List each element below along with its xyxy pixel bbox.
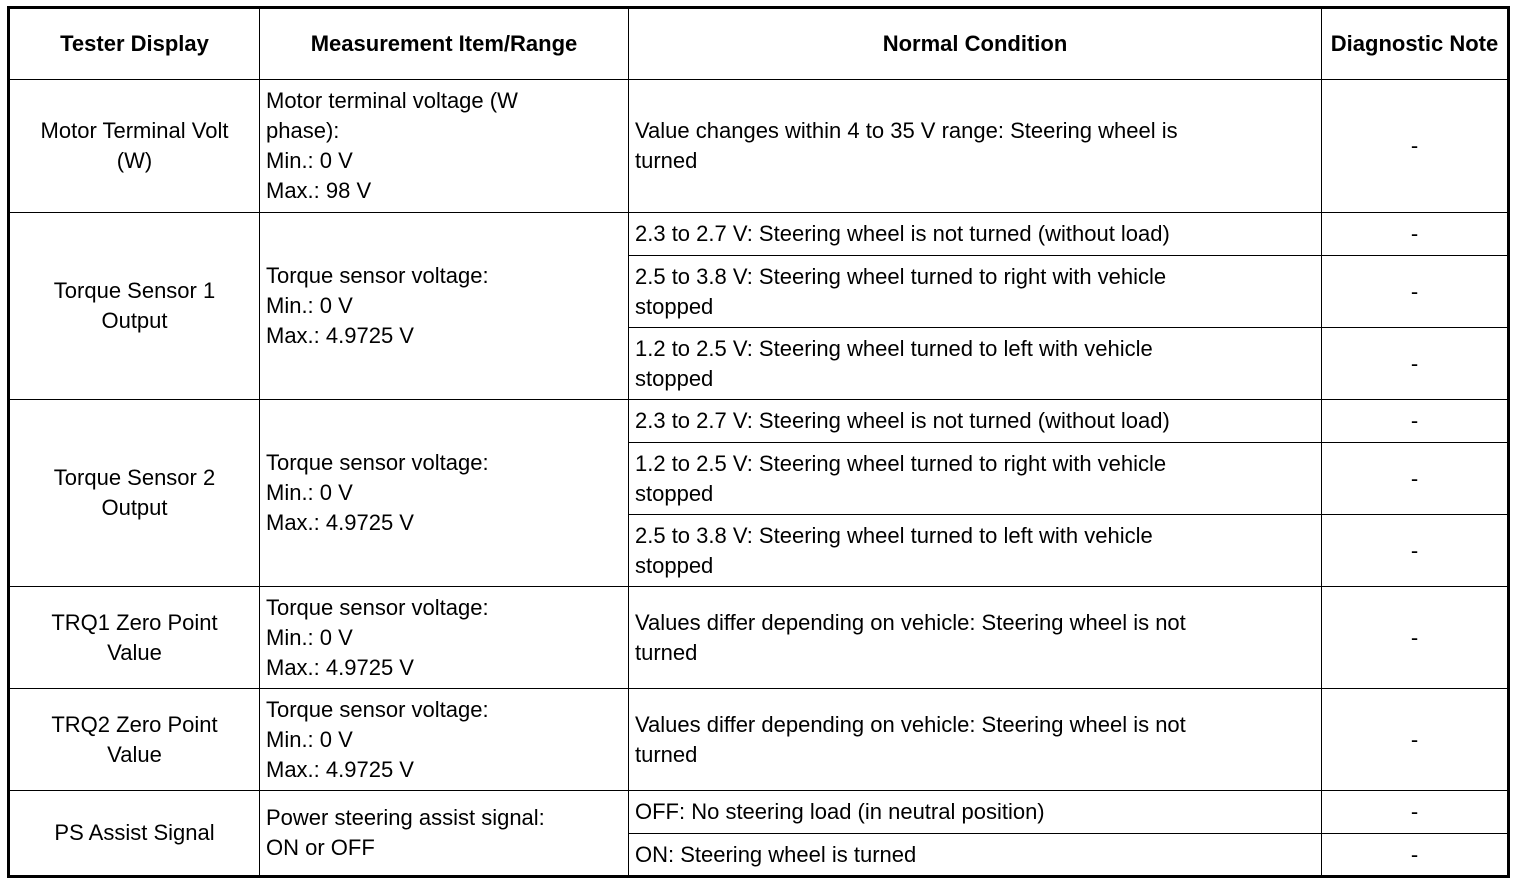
data-list-table xyxy=(7,6,1510,878)
header-diagnostic-note: Diagnostic Note xyxy=(1322,8,1509,80)
measurement-range-cell: Torque sensor voltage: Min.: 0 V Max.: 4.9725 V xyxy=(260,689,629,791)
header-measurement-item: Measurement Item/Range xyxy=(260,8,629,80)
header-normal-condition: Normal Condition xyxy=(629,8,1322,80)
table-row xyxy=(9,791,1509,834)
tester-display-cell: Torque Sensor 2 Output xyxy=(9,400,260,587)
normal-condition-cell: Value changes within 4 to 35 V range: Steering wheel is turned xyxy=(629,80,1322,213)
tester-display-cell: TRQ2 Zero Point Value xyxy=(9,689,260,791)
measurement-range-cell: Power steering assist signal: ON or OFF xyxy=(260,791,629,877)
diagnostic-note-cell: - xyxy=(1322,213,1509,256)
measurement-range-cell: Motor terminal voltage (W phase): Min.: 0 V Max.: 98 V xyxy=(260,80,629,213)
normal-condition-cell: 1.2 to 2.5 V: Steering wheel turned to left with vehicle stopped xyxy=(629,328,1322,400)
diagnostic-note-cell: - xyxy=(1322,80,1509,213)
measurement-range-cell: Torque sensor voltage: Min.: 0 V Max.: 4.9725 V xyxy=(260,213,629,400)
normal-condition-cell: 2.3 to 2.7 V: Steering wheel is not turned (without load) xyxy=(629,213,1322,256)
normal-condition-cell: 2.5 to 3.8 V: Steering wheel turned to left with vehicle stopped xyxy=(629,515,1322,587)
table-row xyxy=(9,213,1509,256)
normal-condition-cell: 2.3 to 2.7 V: Steering wheel is not turned (without load) xyxy=(629,400,1322,443)
diagnostic-note-cell: - xyxy=(1322,515,1509,587)
diagnostic-note-cell: - xyxy=(1322,443,1509,515)
normal-condition-cell: 2.5 to 3.8 V: Steering wheel turned to right with vehicle stopped xyxy=(629,256,1322,328)
normal-condition-cell: Values differ depending on vehicle: Steering wheel is not turned xyxy=(629,689,1322,791)
tester-display-cell: Torque Sensor 1 Output xyxy=(9,213,260,400)
table-row xyxy=(9,80,1509,213)
diagnostic-note-cell: - xyxy=(1322,256,1509,328)
normal-condition-cell: OFF: No steering load (in neutral position) xyxy=(629,791,1322,834)
table-row xyxy=(9,587,1509,689)
diagnostic-note-cell: - xyxy=(1322,834,1509,877)
table-row xyxy=(9,689,1509,791)
header-tester-display: Tester Display xyxy=(9,8,260,80)
normal-condition-cell: Values differ depending on vehicle: Steering wheel is not turned xyxy=(629,587,1322,689)
normal-condition-cell: 1.2 to 2.5 V: Steering wheel turned to right with vehicle stopped xyxy=(629,443,1322,515)
measurement-range-cell: Torque sensor voltage: Min.: 0 V Max.: 4.9725 V xyxy=(260,587,629,689)
diagnostic-note-cell: - xyxy=(1322,400,1509,443)
tester-display-cell: Motor Terminal Volt (W) xyxy=(9,80,260,213)
normal-condition-cell: ON: Steering wheel is turned xyxy=(629,834,1322,877)
diagnostic-note-cell: - xyxy=(1322,689,1509,791)
header-row xyxy=(9,8,1509,80)
diagnostic-note-cell: - xyxy=(1322,587,1509,689)
table-row xyxy=(9,400,1509,443)
tester-display-cell: TRQ1 Zero Point Value xyxy=(9,587,260,689)
tester-display-cell: PS Assist Signal xyxy=(9,791,260,877)
diagnostic-note-cell: - xyxy=(1322,328,1509,400)
diagnostic-note-cell: - xyxy=(1322,791,1509,834)
measurement-range-cell: Torque sensor voltage: Min.: 0 V Max.: 4.9725 V xyxy=(260,400,629,587)
